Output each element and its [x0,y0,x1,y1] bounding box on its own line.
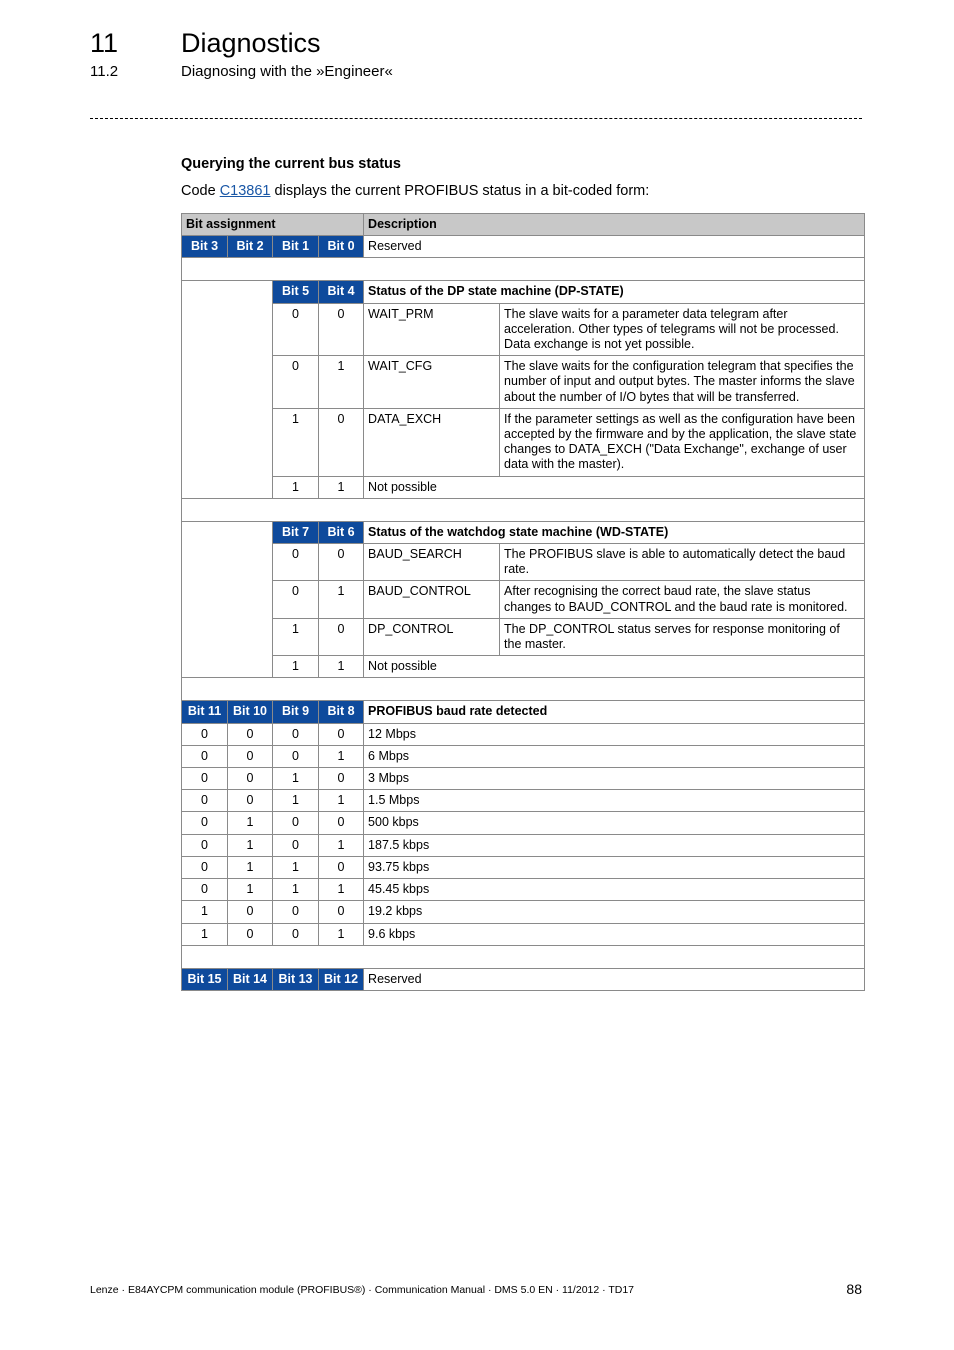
bit-value: 1 [319,745,364,767]
bit-value: 0 [228,923,273,945]
table-row [182,701,865,723]
bit-value: 1 [228,834,273,856]
bit-value: 1 [273,879,319,901]
bit-value: 0 [319,544,364,581]
bit-value: 1 [228,856,273,878]
table-header-row [182,214,865,236]
bit-value: 0 [273,923,319,945]
bit-value: 0 [182,812,228,834]
bit-value: 0 [182,834,228,856]
spacer-row [182,258,865,281]
bit-value: 0 [228,723,273,745]
bit-value: 1 [228,879,273,901]
bit-value: 0 [319,618,364,655]
table-row [182,618,865,655]
bit-label: Bit 10 [228,701,273,723]
table-row [182,281,865,303]
col-bit-assignment: Bit assignment [182,214,364,236]
bit-value: 1 [319,834,364,856]
table-row [182,856,865,878]
bit-value: 1 [319,923,364,945]
table-row [182,303,865,356]
table-row [182,581,865,618]
state-name: Not possible [364,476,865,498]
spacer-row [182,945,865,968]
bit-value: 0 [182,790,228,812]
state-name: BAUD_SEARCH [364,544,500,581]
bit-label: Bit 14 [228,968,273,990]
code-link[interactable]: C13861 [219,183,271,199]
bit-value: 0 [182,856,228,878]
baud-rate: 12 Mbps [364,723,865,745]
table-row [182,879,865,901]
bit-value: 0 [319,812,364,834]
description-cell: Reserved [364,968,865,990]
baud-rate: 6 Mbps [364,745,865,767]
bit-value: 1 [273,476,319,498]
bit-value: 1 [319,656,364,678]
bit-value: 0 [319,768,364,790]
bit-value: 0 [182,723,228,745]
bit-value: 0 [273,745,319,767]
table-row [182,923,865,945]
chapter-number: 11 [90,28,119,58]
state-name: DP_CONTROL [364,618,500,655]
table-row [182,356,865,409]
baud-rate: 45.45 kbps [364,879,865,901]
page-number: 88 [846,1281,862,1297]
section-heading: Querying the current bus status [181,156,401,172]
chapter-title: Diagnostics [181,28,321,58]
baud-rate: 93.75 kbps [364,856,865,878]
bit-value: 1 [273,856,319,878]
bit-value: 1 [319,356,364,409]
table-row [182,521,865,543]
bit-label: Bit 9 [273,701,319,723]
bit-value: 0 [228,790,273,812]
description-cell: Reserved [364,236,865,258]
bit-value: 1 [273,408,319,476]
baud-rate: 19.2 kbps [364,901,865,923]
empty-cell [182,521,273,678]
table-row [182,901,865,923]
header-divider [90,118,862,129]
baud-rate: 9.6 kbps [364,923,865,945]
bit-value: 0 [273,544,319,581]
bit-value: 0 [319,723,364,745]
bit-value: 1 [182,901,228,923]
state-description: If the parameter settings as well as the configuration have been accepted by the firmware and by the application, the slave state changes to DATA_EXCH ("Data Exchange", exchange of user data with the master). [500,408,865,476]
dp-state-title: Status of the DP state machine (DP-STATE) [364,281,865,303]
baud-rate: 3 Mbps [364,768,865,790]
bit-label: Bit 12 [319,968,364,990]
bit-value: 1 [319,790,364,812]
state-name: WAIT_PRM [364,303,500,356]
bit-value: 1 [182,923,228,945]
bit-value: 1 [273,618,319,655]
table-row [182,790,865,812]
bit-value: 1 [319,581,364,618]
bit-label: Bit 8 [319,701,364,723]
bit-value: 1 [228,812,273,834]
bit-value: 1 [319,879,364,901]
intro-paragraph [181,181,649,201]
bit-label: Bit 7 [273,521,319,543]
bit-value: 1 [319,476,364,498]
bit-value: 0 [319,303,364,356]
baud-rate: 187.5 kbps [364,834,865,856]
bit-value: 0 [273,812,319,834]
bit-value: 0 [273,901,319,923]
bit-value: 0 [319,901,364,923]
bit-label: Bit 3 [182,236,228,258]
bit-label: Bit 6 [319,521,364,543]
spacer-row [182,678,865,701]
bit-label: Bit 13 [273,968,319,990]
intro-suffix: displays the current PROFIBUS status in a bit-coded form: [270,183,650,199]
col-description: Description [364,214,865,236]
intro-prefix: Code [181,183,220,199]
section-title: Diagnosing with the »Engineer« [181,63,393,80]
wd-state-title: Status of the watchdog state machine (WD-STATE) [364,521,865,543]
empty-cell [182,281,273,498]
bit-value: 1 [273,768,319,790]
bit-value: 0 [319,408,364,476]
table-row [182,236,865,258]
bit-value: 0 [273,303,319,356]
state-name: Not possible [364,656,865,678]
bit-value: 0 [228,768,273,790]
state-description: The PROFIBUS slave is able to automatically detect the baud rate. [500,544,865,581]
table-row [182,745,865,767]
baud-rate: 500 kbps [364,812,865,834]
bit-label: Bit 11 [182,701,228,723]
table-row [182,476,865,498]
table-row [182,723,865,745]
bit-value: 1 [273,656,319,678]
bit-value: 0 [182,768,228,790]
bit-label: Bit 1 [273,236,319,258]
bit-value: 0 [319,856,364,878]
bit-value: 0 [182,745,228,767]
table-row [182,834,865,856]
bit-label: Bit 15 [182,968,228,990]
bit-label: Bit 4 [319,281,364,303]
state-description: The slave waits for a parameter data telegram after acceleration. Other types of telegrams will not be processed. Data exchange is not yet possible. [500,303,865,356]
state-description: The slave waits for the configuration telegram that specifies the number of input and output bytes. The master informs the slave about the number of I/O bytes that will be transferred. [500,356,865,409]
spacer-row [182,498,865,521]
bit-value: 0 [273,356,319,409]
baud-rate: 1.5 Mbps [364,790,865,812]
table-row [182,408,865,476]
state-name: DATA_EXCH [364,408,500,476]
table-row [182,656,865,678]
bit-label: Bit 2 [228,236,273,258]
bit-value: 1 [273,790,319,812]
table-row [182,968,865,990]
footer-text: Lenze · E84AYCPM communication module (PROFIBUS®) · Communication Manual · DMS 5.0 EN · 11/2012 · TD17 [90,1284,635,1296]
bit-value: 0 [182,879,228,901]
bit-value: 0 [228,745,273,767]
table-row [182,768,865,790]
bit-value: 0 [273,581,319,618]
baud-rate-title: PROFIBUS baud rate detected [364,701,865,723]
state-description: After recognising the correct baud rate, the slave status changes to BAUD_CONTROL and the baud rate is monitored. [500,581,865,618]
table-row [182,812,865,834]
bit-value: 0 [273,723,319,745]
bus-status-table [181,213,865,991]
bit-label: Bit 5 [273,281,319,303]
table-row [182,544,865,581]
bit-value: 0 [273,834,319,856]
state-name: WAIT_CFG [364,356,500,409]
section-number: 11.2 [90,63,119,80]
state-name: BAUD_CONTROL [364,581,500,618]
bit-label: Bit 0 [319,236,364,258]
state-description: The DP_CONTROL status serves for response monitoring of the master. [500,618,865,655]
bit-value: 0 [228,901,273,923]
